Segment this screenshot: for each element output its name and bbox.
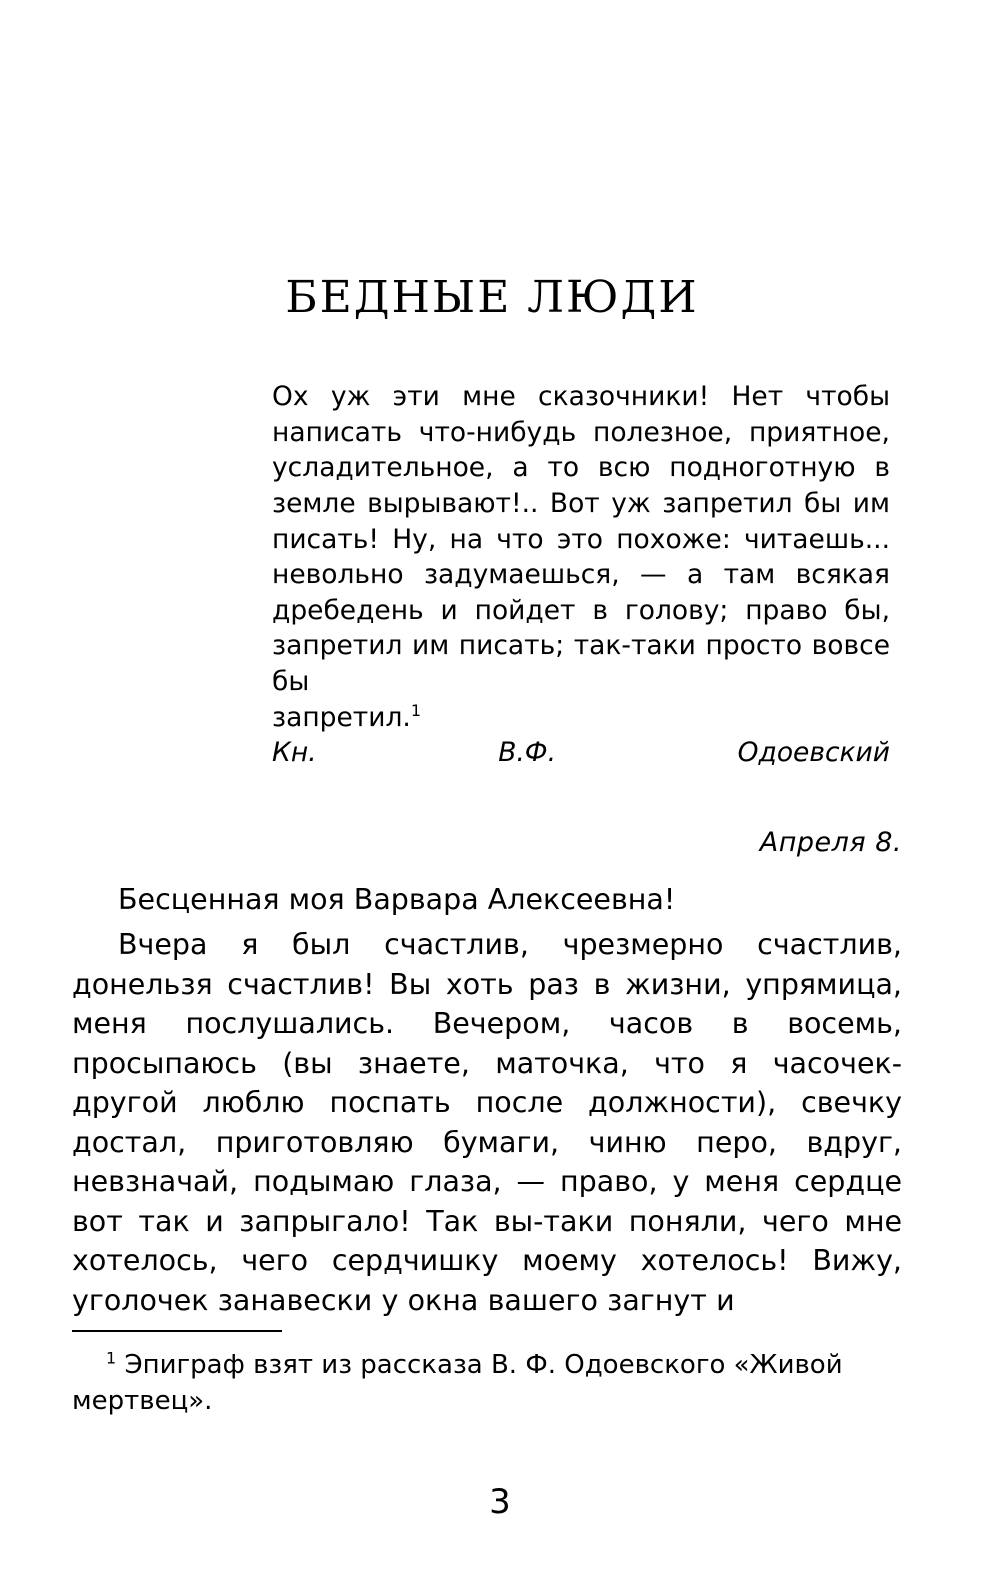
page-title: БЕДНЫЕ ЛЮДИ (285, 272, 699, 323)
epigraph-block (272, 379, 890, 771)
epigraph-footnote-marker: 1 (410, 700, 421, 720)
letter-date: Апреля 8. (759, 827, 902, 859)
letter-body: Вчера я был счастлив, чрезмерно счастлив, донельзя счастлив! Вы хоть раз в жизни, упрямица, меня послушались. Вечером, часов в восемь, просыпаюсь (вы знаете, маточка, что я часочек-другой люблю поспать после должности), свечку достал, приготовляю бумаги, чиню перо, вдруг, невзначай, подымаю глаза, — право, у меня сердце вот так и запрыгало! Так вы-таки поняли, чего мне хотелось, чего сердчишку моему хотелось! Вижу, уголочек занавески у окна вашего загнут и (72, 928, 902, 1317)
letter-salutation: Бесценная моя Варвара Алексеевна! (118, 883, 676, 917)
footnote-marker: 1 (106, 1348, 117, 1368)
epigraph-text-last (272, 700, 890, 736)
epigraph-last-line: запретил. (272, 701, 411, 733)
page-number: 3 (489, 1482, 511, 1522)
page-content (72, 272, 902, 1320)
epigraph-author: Кн. В.Ф. Одоевский (272, 737, 890, 769)
footnote-entry (72, 1348, 902, 1420)
footnote-block (72, 1330, 902, 1420)
footnote-divider (72, 1330, 282, 1332)
epigraph-text: Ох уж эти мне сказочники! Нет чтобы написать что-нибудь полезное, приятное, усладительное, а то всю подноготную в земле вырывают!.. Вот уж запретил бы им писать! Ну, на что это похоже: читаешь... невольно задумаешься, — а там всякая дребедень и пойдет в голову; право бы, запретил им писать; так-таки просто вовсе бы (272, 381, 890, 698)
footnote-text: Эпиграф взят из рассказа В. Ф. Одоевского «Живой мертвец». (72, 1350, 843, 1416)
